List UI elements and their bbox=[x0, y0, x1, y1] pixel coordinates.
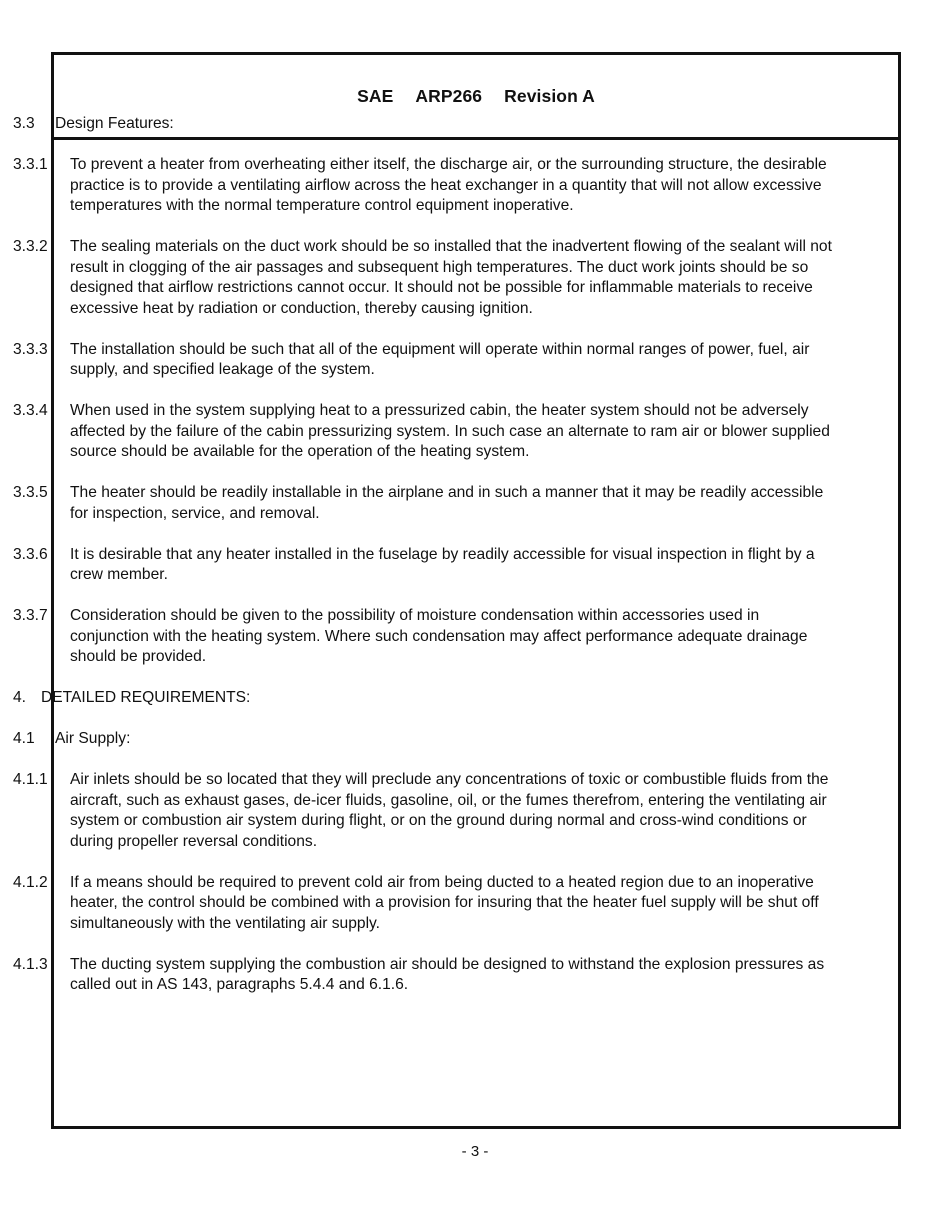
paragraph-text: The sealing materials on the duct work should be so installed that the inadvertent flowing of the sealant will not result in clogging of the air passages and subsequent high temperatures. The duct work joints should be so designed that airflow restrictions cannot occur. It should not be possible for inflammable materials to receive excessive heat by radiation or conduction, thereby causing ignition. bbox=[70, 238, 832, 317]
paragraph-number: 3.3.4 bbox=[13, 402, 48, 419]
paragraph-number: 3.3.5 bbox=[13, 484, 48, 501]
paragraph-text: The installation should be such that all of the equipment will operate within normal ranges of power, fuel, air supply, and specified leakage of the system. bbox=[70, 340, 810, 378]
paragraph-number: 3.3.2 bbox=[13, 238, 48, 255]
header-revision: Revision A bbox=[504, 85, 595, 106]
paragraph bbox=[13, 483, 833, 524]
section-heading bbox=[13, 114, 833, 135]
paragraph bbox=[13, 606, 833, 668]
paragraph-number: 4.1.2 bbox=[13, 873, 48, 891]
paragraph bbox=[13, 340, 833, 381]
paragraph-text: If a means should be required to prevent cold air from being ducted to a heated region due to an inoperative heater, the control should be combined with a provision for insuring that the heater fuel supply will be shut off simultaneously with the ventilating air supply. bbox=[70, 873, 819, 932]
paragraph-number: 3.3.6 bbox=[13, 545, 48, 563]
paragraph bbox=[13, 237, 833, 319]
document-body bbox=[13, 114, 833, 1016]
paragraph-text: Air inlets should be so located that they will preclude any concentrations of toxic or combustible fluids from the aircraft, such as exhaust gases, de-icer fluids, gasoline, oil, or the fumes therefrom, entering the ventilating air system or combustion air system during flight, or on the ground during normal and cross-wind conditions or during propeller reversal conditions. bbox=[70, 771, 829, 850]
page-number: - 3 - bbox=[461, 1143, 489, 1160]
paragraph-text: When used in the system supplying heat to a pressurized cabin, the heater system should not be adversely affected by the failure of the cabin pressurizing system. In such case an alternate to ram air or blower supplied source should be available for the operation of the heating system. bbox=[70, 402, 830, 460]
paragraph-text: Consideration should be given to the possibility of moisture condensation within accessories used in conjunction with the heating system. Where such condensation may affect performance adequate drainage should be provided. bbox=[70, 607, 808, 665]
section-heading bbox=[13, 688, 833, 709]
paragraph bbox=[13, 545, 833, 586]
section-title: Design Features: bbox=[55, 115, 174, 132]
header-doc-number: ARP266 bbox=[415, 85, 483, 106]
paragraph bbox=[13, 155, 833, 217]
section-number: 3.3 bbox=[13, 115, 35, 132]
paragraph bbox=[13, 770, 833, 852]
paragraph bbox=[13, 873, 833, 935]
section-number: 4.1 bbox=[13, 730, 35, 747]
paragraph-number: 3.3.7 bbox=[13, 607, 48, 624]
paragraph-text: The heater should be readily installable in the airplane and in such a manner that it may be readily accessible for inspection, service, and removal. bbox=[70, 484, 824, 522]
paragraph-number: 3.3.3 bbox=[13, 340, 48, 358]
header-org: SAE bbox=[357, 85, 394, 106]
paragraph-text: The ducting system supplying the combustion air should be designed to withstand the explosion pressures as called out in AS 143, paragraphs 5.4.4 and 6.1.6. bbox=[70, 955, 825, 993]
paragraph-text: It is desirable that any heater installed in the fuselage by readily accessible for visual inspection in flight by a crew member. bbox=[70, 545, 815, 583]
paragraph-number: 3.3.1 bbox=[13, 156, 48, 173]
paragraph-text: To prevent a heater from overheating either itself, the discharge air, or the surrounding structure, the desirable practice is to provide a ventilating airflow across the heat exchanger in a quantity that will not allow excessive temperatures with the normal temperature control equipment inoperative. bbox=[70, 156, 827, 214]
section-title: DETAILED REQUIREMENTS: bbox=[41, 689, 251, 706]
section-title: Air Supply: bbox=[55, 730, 131, 747]
paragraph-number: 4.1.3 bbox=[13, 955, 48, 973]
section-number: 4. bbox=[13, 689, 27, 706]
paragraph bbox=[13, 955, 833, 996]
paragraph bbox=[13, 401, 833, 463]
section-heading bbox=[13, 729, 833, 750]
paragraph-number: 4.1.1 bbox=[13, 771, 48, 788]
